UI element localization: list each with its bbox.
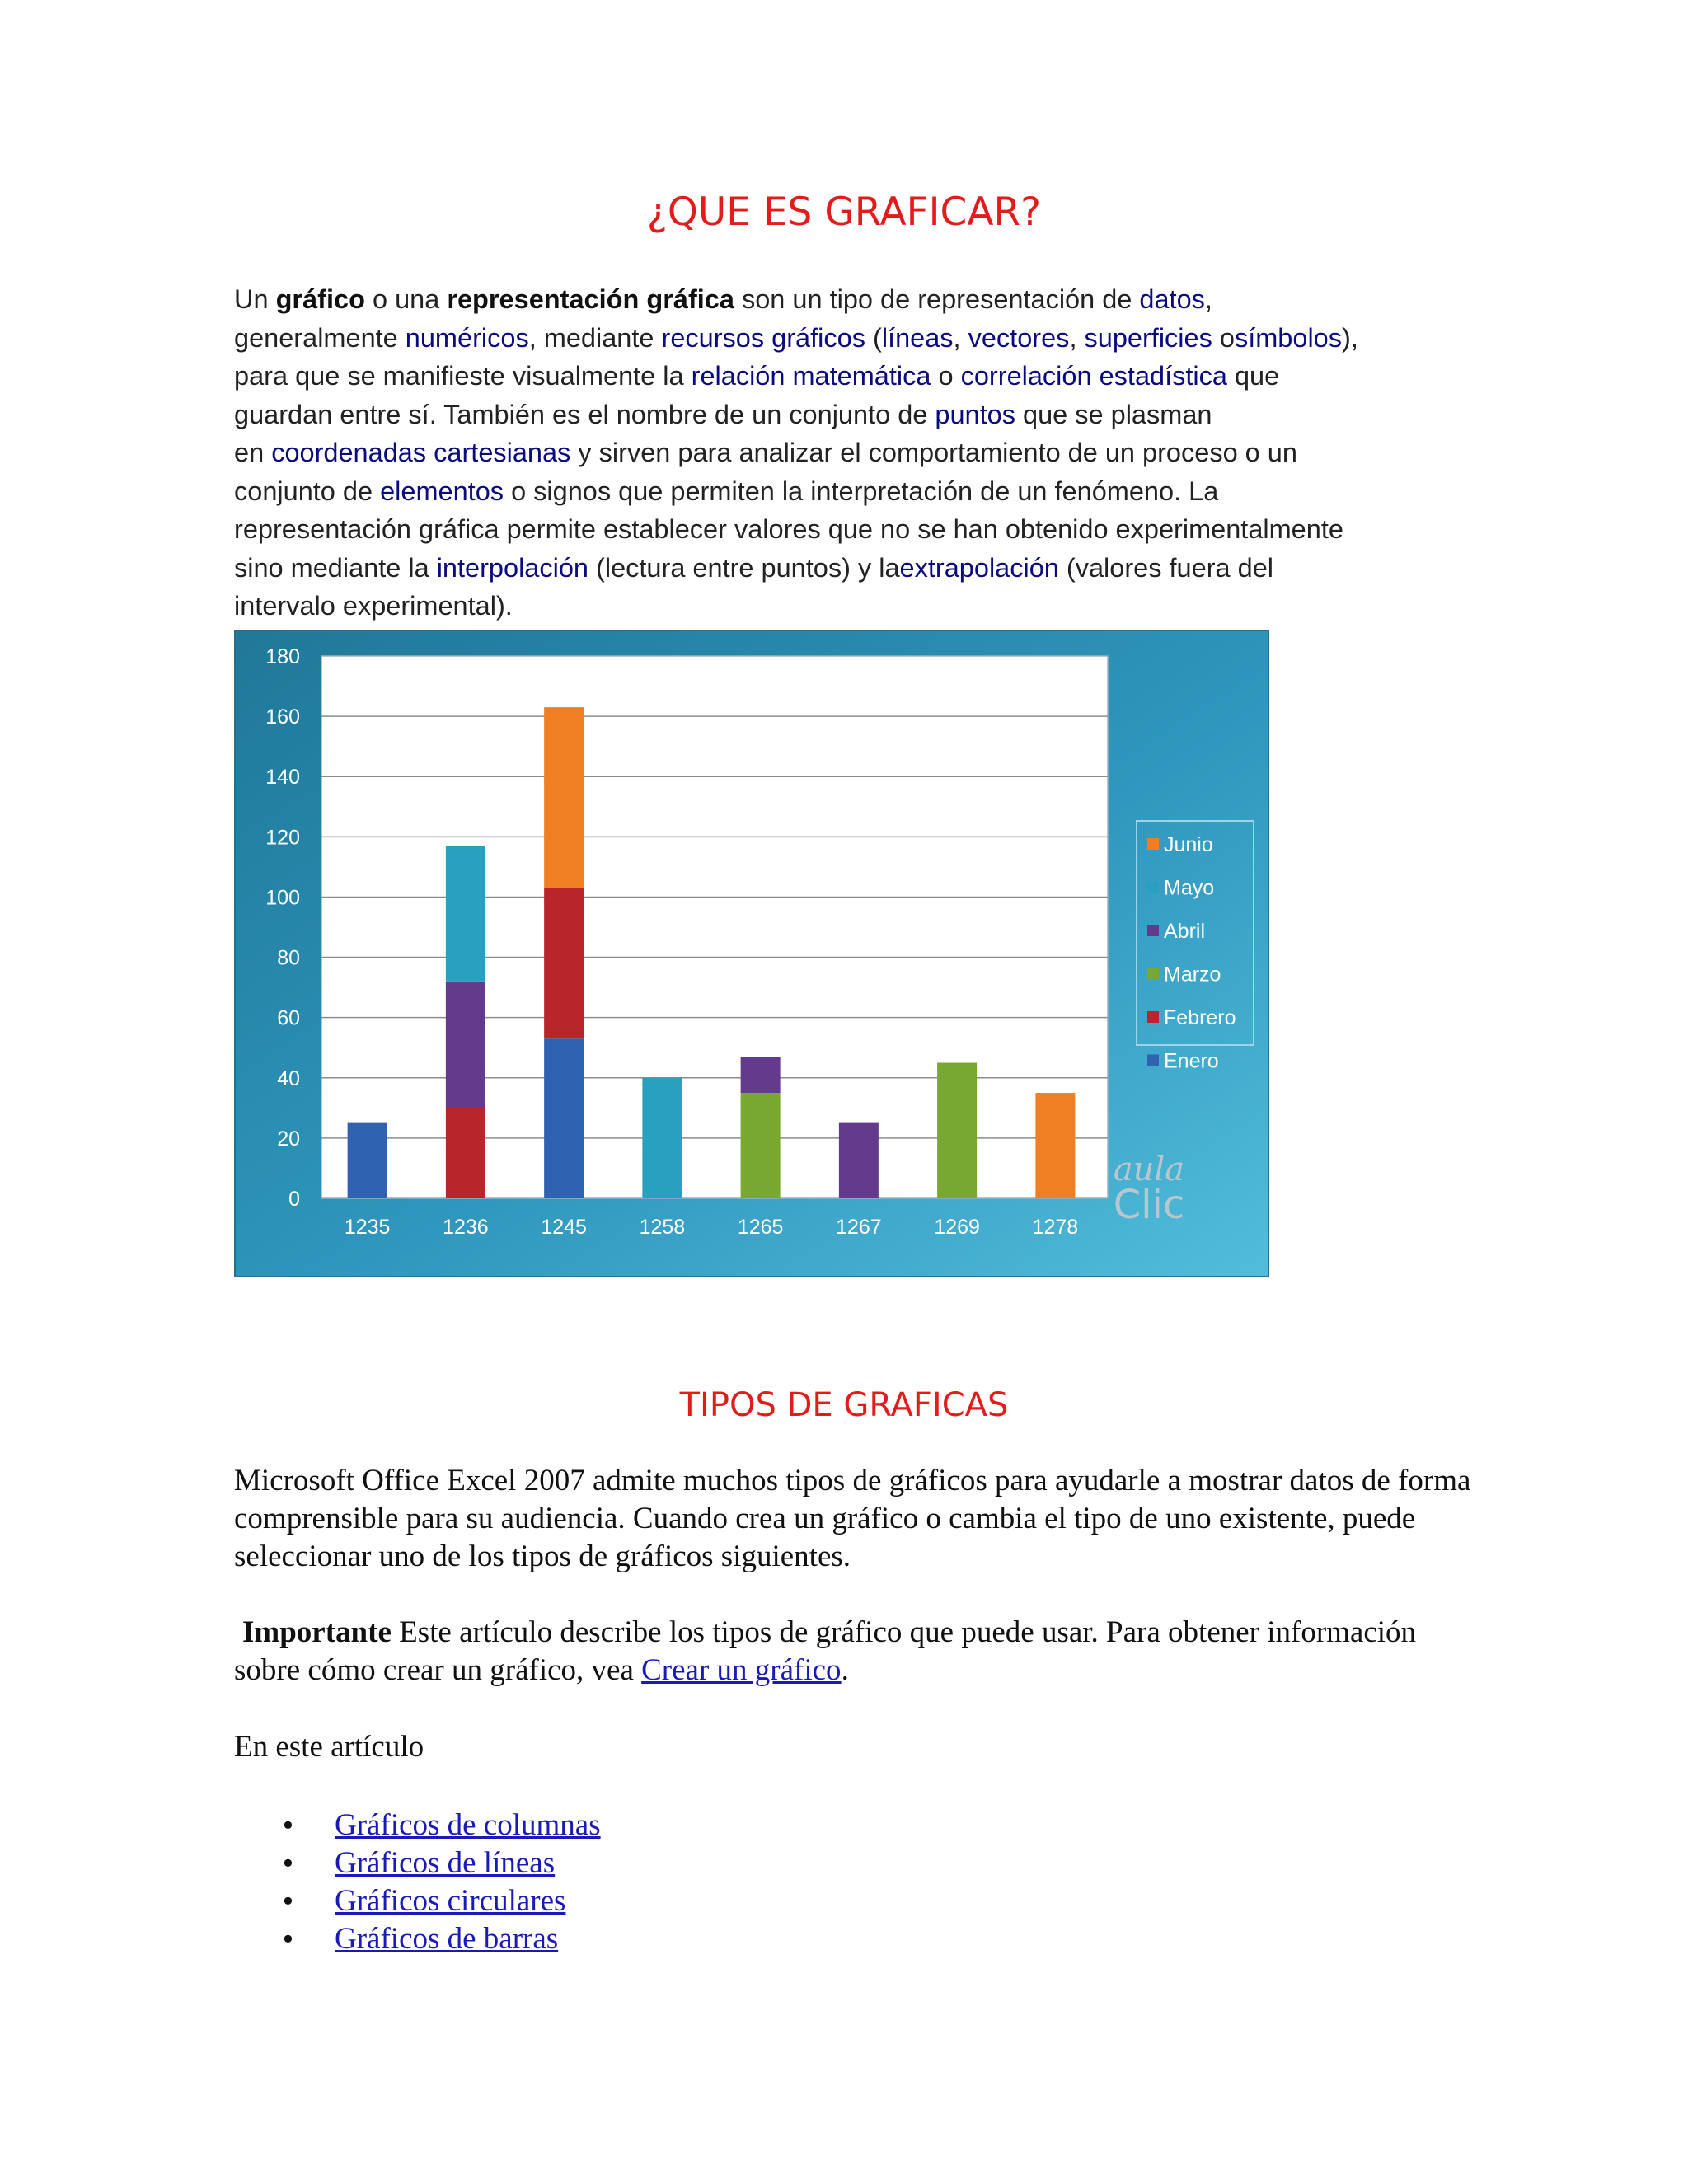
important-label: Importante (242, 1615, 392, 1649)
y-tick-label: 80 (277, 946, 300, 970)
watermark-clic: Clic (1113, 1182, 1185, 1228)
link-numericos[interactable]: numéricos (405, 322, 529, 353)
list-item (280, 1807, 601, 1844)
list-item (280, 1844, 601, 1882)
important-text: Este artículo describe los tipos de gráfico que puede usar. Para obtener información sobre cómo crear un gráfico, vea (234, 1615, 1417, 1687)
text: sino mediante la (234, 552, 437, 583)
bar-segment (348, 1123, 387, 1198)
watermark (1114, 1151, 1185, 1228)
y-tick-label: 180 (265, 645, 300, 668)
y-tick-label: 40 (277, 1066, 300, 1090)
text: (valores fuera del (1058, 552, 1274, 583)
bar-segment (446, 982, 485, 1108)
text: conjunto de (234, 476, 381, 506)
text: son un tipo de representación de (734, 284, 1140, 314)
definition-paragraph (234, 280, 1470, 626)
legend-swatch (1147, 925, 1159, 936)
text: o (1212, 322, 1235, 353)
bar-segment (741, 1093, 781, 1198)
list-item (280, 1920, 601, 1958)
important-note (234, 1614, 1487, 1690)
term-grafico: gráfico (275, 284, 365, 314)
intro-paragraph: Microsoft Office Excel 2007 admite muchos tipos de gráficos para ayudarle a mostrar datos de forma comprensible para su audiencia. Cuando crea un gráfico o cambia el tipo de uno existente, puede seleccionar uno de los tipos de gráficos siguientes. (234, 1464, 1471, 1573)
text: para que se manifieste visualmente la (234, 361, 692, 391)
plot-area (321, 656, 1108, 1198)
in-article-label: En este artículo (234, 1730, 424, 1764)
text: que (1226, 361, 1280, 391)
text: que se plasman (1015, 399, 1212, 429)
x-tick-label: 1245 (541, 1216, 587, 1239)
stacked-column-chart (234, 630, 1269, 1277)
legend-swatch (1147, 1055, 1159, 1066)
link-graficos-columnas[interactable]: Gráficos de columnas (335, 1808, 601, 1842)
text: representación gráfica permite establecer valores que no se han obtenido experimentalmente (234, 514, 1343, 544)
term-representacion: representación gráfica (447, 284, 734, 314)
article-links-list (280, 1807, 601, 1958)
legend-swatch (1147, 1011, 1159, 1023)
text: ( (865, 322, 882, 353)
x-tick-label: 1269 (934, 1216, 980, 1239)
y-tick-label: 60 (277, 1006, 300, 1030)
link-superficies[interactable]: superficies (1084, 322, 1212, 353)
page-title: ¿QUE ES GRAFICAR? (646, 190, 1042, 235)
link-lineas[interactable]: líneas (881, 322, 954, 353)
legend-label: Mayo (1164, 876, 1215, 900)
bar-segment (544, 707, 584, 888)
link-simbolos[interactable]: símbolos (1234, 322, 1343, 353)
legend-label: Marzo (1164, 963, 1221, 987)
text: (lectura entre puntos) y la (588, 552, 900, 583)
x-tick-label: 1236 (443, 1216, 489, 1239)
link-relacion-matematica[interactable]: relación matemática (691, 361, 931, 391)
bar-segment (839, 1123, 879, 1198)
text: en (234, 438, 272, 467)
legend-label: Abril (1164, 920, 1206, 943)
link-extrapolacion[interactable]: extrapolación (899, 552, 1059, 583)
y-tick-label: 20 (277, 1127, 300, 1151)
link-graficos-lineas[interactable]: Gráficos de líneas (335, 1846, 556, 1880)
text: y sirven para analizar el comportamiento de un proceso o un (570, 438, 1297, 467)
text: , (1069, 322, 1085, 353)
text: o una (364, 284, 448, 314)
list-item (280, 1882, 601, 1920)
bar-segment (741, 1057, 781, 1093)
y-tick-label: 160 (265, 705, 300, 729)
legend-swatch (1147, 838, 1159, 850)
legend-swatch (1147, 882, 1159, 893)
text: , (1204, 284, 1212, 314)
y-tick-label: 120 (265, 826, 300, 850)
bar-segment (642, 1078, 682, 1198)
bar-segment (446, 846, 485, 982)
x-tick-label: 1258 (639, 1216, 686, 1239)
y-tick-label: 0 (288, 1188, 300, 1211)
bar-segment (937, 1063, 977, 1199)
link-graficos-barras[interactable]: Gráficos de barras (335, 1922, 559, 1956)
watermark-aula: aula (1113, 1151, 1185, 1188)
link-elementos[interactable]: elementos (380, 476, 504, 506)
legend-label: Febrero (1164, 1006, 1236, 1029)
y-tick-label: 140 (265, 766, 300, 790)
text: o (931, 361, 961, 391)
x-tick-label: 1267 (836, 1216, 882, 1239)
link-graficos-circulares[interactable]: Gráficos circulares (335, 1884, 566, 1918)
link-recursos-graficos[interactable]: recursos gráficos (661, 322, 865, 353)
y-tick-label: 100 (265, 886, 300, 910)
chart-svg (234, 630, 1269, 1277)
link-crear-grafico[interactable]: Crear un gráfico (641, 1653, 842, 1687)
text: , (953, 322, 968, 353)
bar-segment (544, 888, 584, 1038)
x-tick-label: 1265 (737, 1216, 784, 1239)
text: o signos que permiten la interpretación de un fenómeno. La (504, 476, 1219, 506)
x-tick-label: 1235 (344, 1216, 391, 1239)
link-coordenadas-cartesianas[interactable]: coordenadas cartesianas (271, 438, 571, 467)
legend-label: Junio (1164, 833, 1213, 856)
link-vectores[interactable]: vectores (968, 322, 1070, 353)
link-puntos[interactable]: puntos (935, 399, 1015, 429)
legend-label: Enero (1164, 1049, 1219, 1073)
text: , mediante (528, 322, 662, 353)
bar-segment (544, 1038, 584, 1198)
legend-swatch (1147, 968, 1159, 980)
important-end: . (841, 1653, 849, 1687)
section-title: TIPOS DE GRAFICAS (679, 1386, 1009, 1424)
bar-segment (446, 1108, 485, 1198)
text: guardan entre sí. También es el nombre de un conjunto de (234, 399, 935, 429)
text: generalmente (234, 322, 406, 353)
text: intervalo experimental). (234, 591, 513, 621)
link-datos[interactable]: datos (1139, 284, 1205, 314)
link-correlacion-estadistica[interactable]: correlación estadística (960, 361, 1227, 391)
text: Un (234, 284, 276, 314)
x-tick-label: 1278 (1032, 1216, 1079, 1239)
text: ), (1342, 322, 1358, 353)
bar-segment (1035, 1093, 1075, 1198)
link-interpolacion[interactable]: interpolación (436, 552, 588, 583)
